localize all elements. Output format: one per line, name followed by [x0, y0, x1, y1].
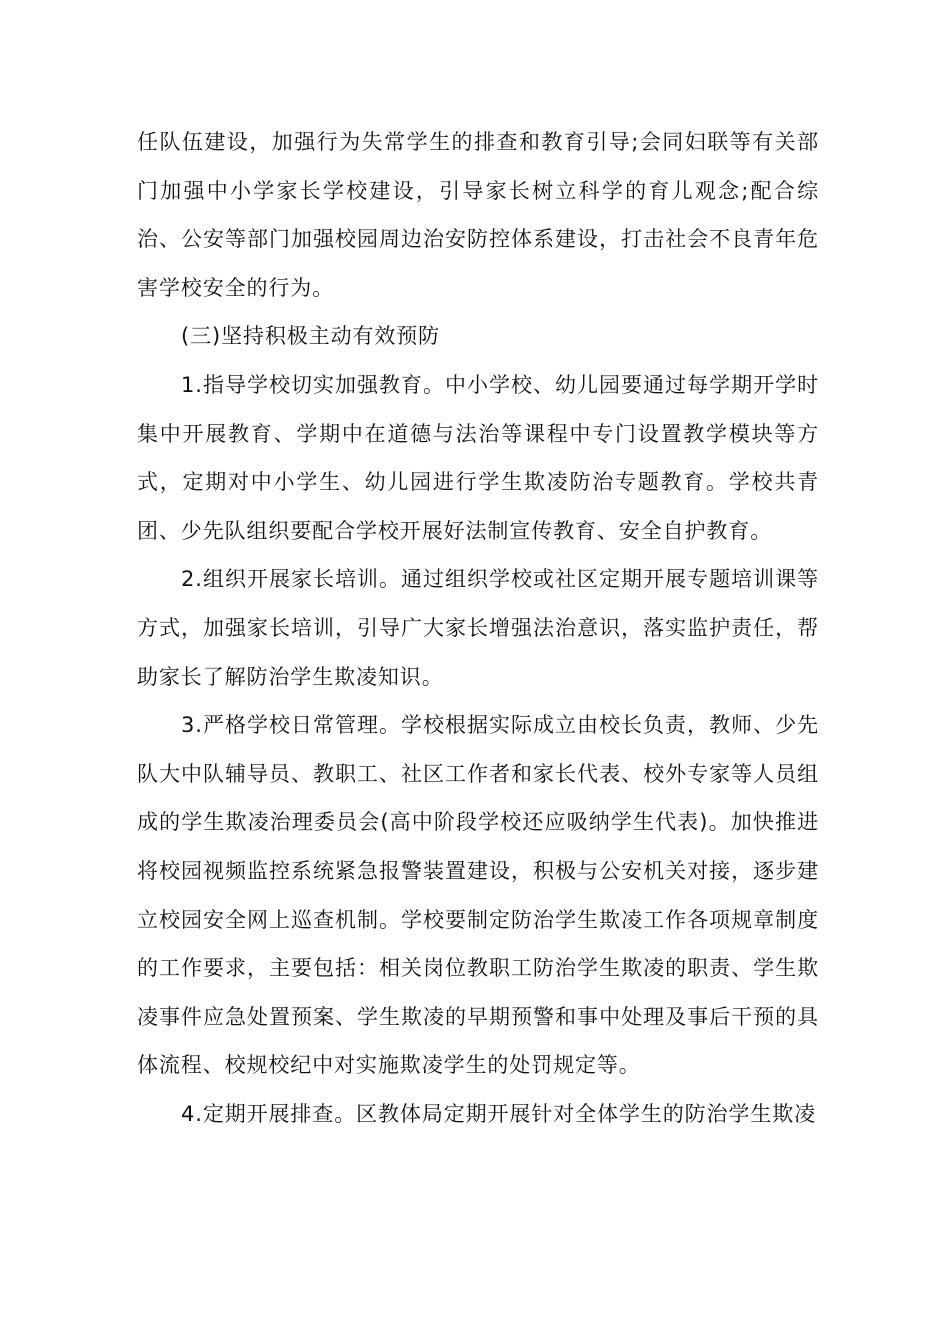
paragraph-item-2: 2.组织开展家长培训。通过组织学校或社区定期开展专题培训课等方式，加强家长培训，引导广大家长增强法治意识，落实监护责任，帮助家长了解防治学生欺凌知识。	[137, 567, 819, 689]
paragraph-item-4: 4.定期开展排查。区教体局定期开展针对全体学生的防治学生欺凌	[181, 1101, 817, 1126]
paragraph-continuation: 任队伍建设，加强行为失常学生的排查和教育引导;会同妇联等有关部门加强中小学家长学校建设，引导家长树立科学的育儿观念;配合综治、公安等部门加强校园周边治安防控体系建设，打击社会不良青年危害学校安全的行为。	[137, 130, 819, 300]
paragraph-item-1: 1.指导学校切实加强教育。中小学校、幼儿园要通过每学期开学时集中开展教育、学期中在道德与法治等课程中专门设置教学模块等方式，定期对中小学生、幼儿园进行学生欺凌防治专题教育。学校共青团、少先队组织要配合学校开展好法制宣传教育、安全自护教育。	[137, 372, 819, 543]
paragraph-item-3: 3.严格学校日常管理。学校根据实际成立由校长负责，教师、少先队大中队辅导员、教职工、社区工作者和家长代表、校外专家等人员组成的学生欺凌治理委员会(高中阶段学校还应吸纳学生代表)。加快推进将校园视频监控系统紧急报警装置建设，积极与公安机关对接，逐步建立校园安全网上巡查机制。学校要制定防治学生欺凌工作各项规章制度的工作要求，主要包括：相关岗位教职工防治学生欺凌的职责、学生欺凌事件应急处置预案、学生欺凌的早期预警和事中处理及事后干预的具体流程、校规校纪中对实施欺凌学生的处罚规定等。	[137, 713, 819, 1078]
document-page	[137, 118, 819, 1138]
section-heading: (三)坚持积极主动有效预防	[181, 324, 441, 349]
